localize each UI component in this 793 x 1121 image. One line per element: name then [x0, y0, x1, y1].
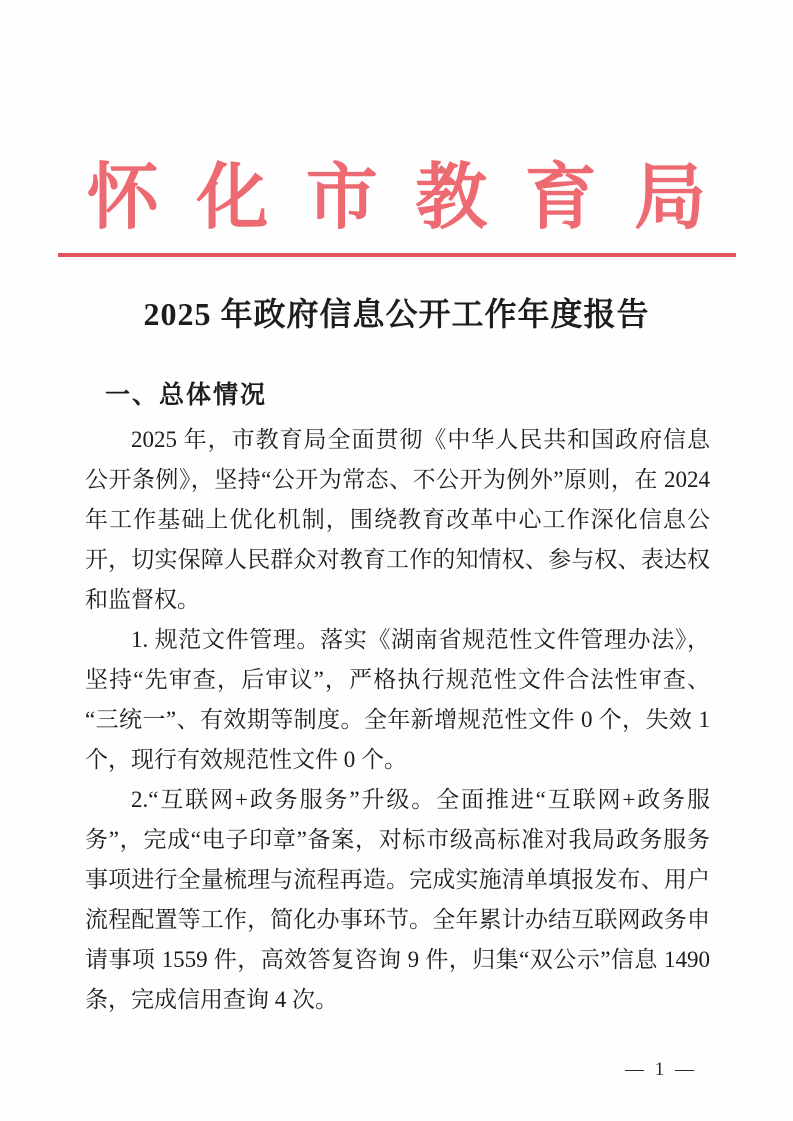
section-heading: 一、总体情况 [105, 381, 268, 409]
body-paragraph: 2025 年，市教育局全面贯彻《中华人民共和国政府信息公开条例》，坚持“公开为常态、不公开为例外”原则，在 2024 年工作基础上优化机制，围绕教育改革中心工作深化信息公开，切实保障人民群众对教育工作的知情权、参与权、表达权和监督权。 [85, 427, 710, 612]
body-paragraph: 2.“互联网+政务服务”升级。全面推进“互联网+政务服务”，完成“电子印章”备案，对标市级高标准对我局政务服务事项进行全量梳理与流程再造。完成实施清单填报发布、用户流程配置等工作，简化办事环节。全年累计办结互联网政务申请事项 1559 件，高效答复咨询 9 件，归集“双公示”信息 1490 条，完成信用查询 4 次。 [85, 787, 710, 1012]
document-body [85, 420, 710, 1020]
body-paragraph: 1. 规范文件管理。落实《湖南省规范性文件管理办法》，坚持“先审查，后审议”，严格执行规范性文件合法性审查、“三统一”、有效期等制度。全年新增规范性文件 0 个，失效 1 个，现行有效规范性文件 0 个。 [85, 627, 710, 772]
document-title: 2025 年政府信息公开工作年度报告 [143, 296, 650, 332]
letterhead-divider [58, 253, 736, 257]
letterhead-title: 怀化市教育局 [86, 158, 744, 238]
page-number: — 1 — [625, 1059, 697, 1080]
